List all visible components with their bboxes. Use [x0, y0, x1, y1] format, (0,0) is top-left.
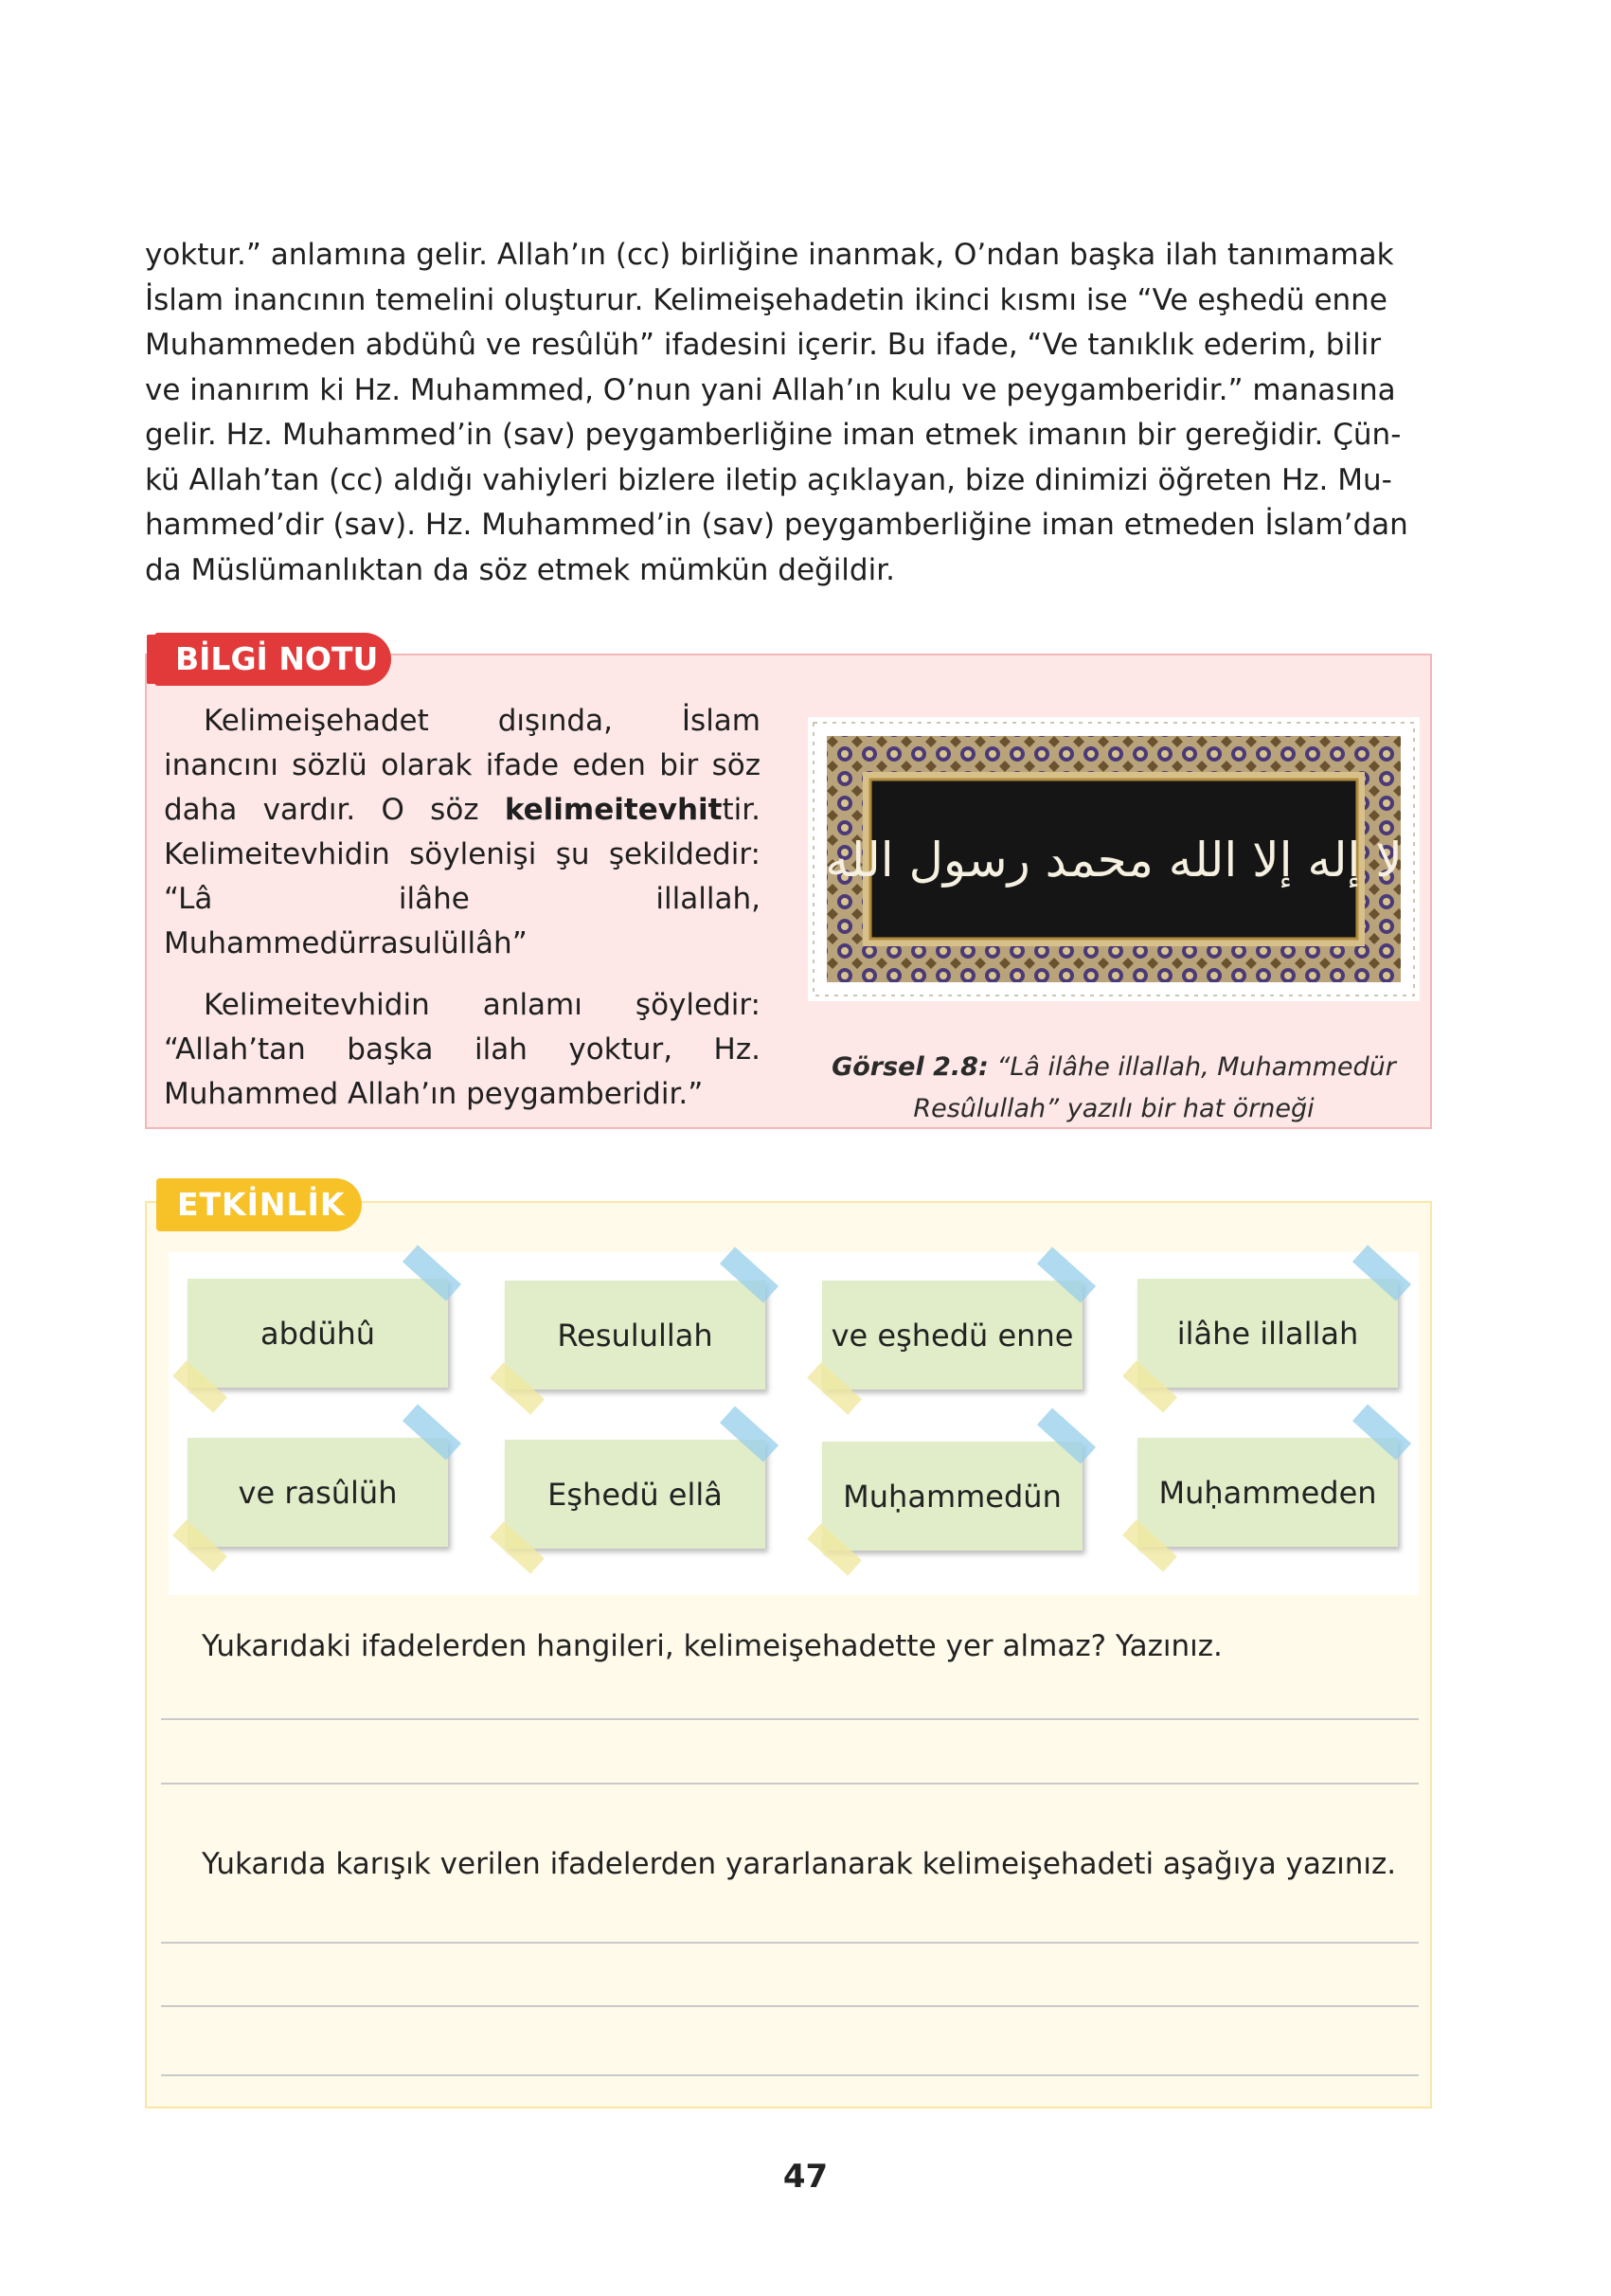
- info-text-segment: tir. Kelimeitevhidin söylenişi şu şekildedir: “Lâ ilâhe illallah, Muhammedürrasulüllâh”: [164, 793, 761, 960]
- word-cards-area: [169, 1252, 1419, 1595]
- intro-line: yoktur.” anlamına gelir. Allah’ın (cc) birliğine inanmak, O’ndan başka ilah tanımamak: [145, 238, 1394, 272]
- intro-line: İslam inancının temelini oluşturur. Kelimeişehadetin ikinci kısmı ise “Ve eşhedü enne: [145, 282, 1387, 317]
- info-note-text: [164, 699, 761, 1134]
- caption-label: Görsel 2.8:: [832, 1052, 989, 1082]
- info-note-paragraph-1: [164, 699, 761, 966]
- word-card: Eşhedü ellâ: [505, 1440, 765, 1549]
- word-card: Muḥammedün: [822, 1442, 1083, 1551]
- figure-caption: [808, 1047, 1420, 1130]
- calligraphy-image: [808, 717, 1420, 1001]
- intro-paragraph: [145, 233, 1433, 593]
- answer-line[interactable]: [161, 1718, 1419, 1720]
- word-card: abdühû: [188, 1279, 448, 1388]
- info-text-segment: Kelimeişehadet dışında, İslam inancını sözlü olarak ifade eden bir söz daha vardır. O söz: [164, 704, 761, 827]
- question-2: Yukarıda karışık verilen ifadelerden yararlanarak kelimeişehadeti aşağıya yazınız.: [202, 1847, 1397, 1881]
- answer-line[interactable]: [161, 1783, 1419, 1785]
- intro-line: gelir. Hz. Muhammed’in (sav) peygamberliğine iman etmek imanın bir gereğidir. Çün-: [145, 418, 1402, 452]
- word-card: ilâhe illallah: [1137, 1279, 1398, 1388]
- word-card: ve eşhedü enne: [822, 1281, 1083, 1390]
- calligraphy-script: لا إله إلا الله محمد رسول الله: [825, 833, 1403, 888]
- intro-line: da Müslümanlıktan da söz etmek mümkün değildir.: [145, 552, 895, 587]
- intro-line: Muhammeden abdühû ve resûlüh” ifadesini içerir. Bu ifade, “Ve tanıklık ederim, bilir: [145, 328, 1382, 362]
- activity-badge: ETKİNLİK: [156, 1178, 362, 1231]
- intro-line: ve inanırım ki Hz. Muhammed, O’nun yani Allah’ın kulu ve peygamberidir.” manasına: [145, 372, 1396, 407]
- caption-text: “Lâ ilâhe illallah, Muhammedür Resûlullah” yazılı bir hat örneği: [913, 1052, 1396, 1123]
- word-card: ve rasûlüh: [188, 1438, 448, 1547]
- answer-line[interactable]: [161, 2005, 1419, 2007]
- question-1: Yukarıdaki ifadelerden hangileri, kelimeişehadette yer almaz? Yazınız.: [202, 1629, 1223, 1663]
- info-note-paragraph-2: Kelimeitevhidin anlamı şöyledir: “Allah’tan başka ilah yoktur, Hz. Muhammed Allah’ın peygamberidir.”: [164, 988, 761, 1111]
- page-number: 47: [782, 2158, 829, 2196]
- word-card: Resulullah: [505, 1281, 765, 1390]
- answer-line[interactable]: [161, 2074, 1419, 2076]
- info-text-bold: kelimeitevhit: [504, 793, 723, 827]
- info-note-badge: BİLGİ NOTU: [154, 633, 391, 686]
- intro-line: kü Allah’tan (cc) aldığı vahiyleri bizlere iletip açıklayan, bize dinimizi öğreten Hz. Mu-: [145, 462, 1392, 497]
- intro-line: hammed’dir (sav). Hz. Muhammed’in (sav) peygamberliğine iman etmeden İslam’dan: [145, 508, 1408, 542]
- answer-line[interactable]: [161, 1942, 1419, 1944]
- word-card: Muḥammeden: [1137, 1438, 1398, 1547]
